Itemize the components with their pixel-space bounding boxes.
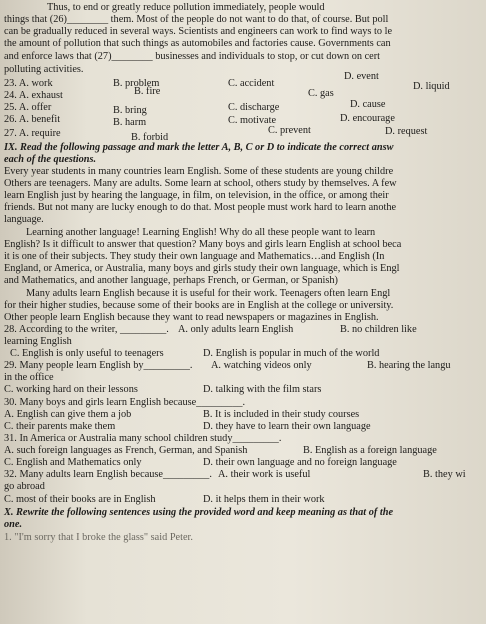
- question-32-c: C. most of their books are in English: [4, 494, 156, 505]
- option-27-c: C. prevent: [268, 125, 311, 136]
- option-24-b: B. fire: [134, 86, 161, 97]
- question-32-b: B. they wi: [423, 469, 466, 480]
- question-28-stem: 28. According to the writer, _________.: [4, 324, 169, 335]
- question-29-d: D. talking with the film stars: [203, 384, 322, 395]
- option-23-a: 23. A. work: [4, 78, 53, 89]
- paragraph-line: learn English just by hearing the language, in film, on television, in the office, or among their: [4, 190, 389, 201]
- option-24-c: C. gas: [308, 88, 334, 99]
- option-25-a: 25. A. offer: [4, 102, 52, 113]
- option-23-d: D. event: [344, 71, 379, 82]
- passage-line: polluting activities.: [4, 64, 84, 75]
- question-30-a: A. English can give them a job: [4, 409, 132, 420]
- option-24-a: 24. A. exhaust: [4, 90, 63, 101]
- paragraph-line: Many adults learn English because it is useful for their work. Teenagers often learn Engl: [26, 288, 391, 299]
- option-26-b: B. harm: [113, 117, 147, 128]
- question-31-d: D. their own language and no foreign language: [203, 457, 397, 468]
- option-26-d: D. request: [385, 126, 428, 137]
- question-31-b: B. English as a foreign language: [303, 445, 437, 456]
- question-32-d: D. it helps them in their work: [203, 494, 325, 505]
- passage-line: things that (26)________ them. Most of the people do not want to do that, of course. But poll: [4, 14, 389, 25]
- section-ix-heading: IX. Read the following passage and mark the letter A, B, C or D to indicate the correct answ: [4, 142, 394, 153]
- question-30-c: C. their parents make them: [4, 421, 116, 432]
- paragraph-line: Others are teenagers. Many are adults. Some learn at school, others study by themselves. A few: [4, 178, 397, 189]
- section-x-heading: X. Rewrite the following sentences using the provided word and keep meaning as that of the: [4, 507, 394, 518]
- option-26-a: 26. A. benefit: [4, 114, 61, 125]
- paragraph-line: for their higher studies, because some of their books are in English at the college or university.: [4, 300, 394, 311]
- question-28-c: C. English is only useful to teenagers: [10, 348, 164, 359]
- option-26-c: C. motivate: [228, 115, 277, 126]
- paragraph-line: England, or America, or Australia, many boys and girls study their own language, which is Engl: [4, 263, 400, 274]
- question-29-a: A. watching videos only: [211, 360, 312, 371]
- option-25-d: D. encourage: [340, 113, 395, 124]
- paragraph-line: Learning another language! Learning English! Why do all these people want to learn: [26, 227, 376, 238]
- passage-line: and enforce laws that (27)________ businesses and individuals to stop, or cut down on cert: [4, 51, 381, 62]
- question-30-b: B. It is included in their study courses: [203, 409, 360, 420]
- question-28-b: B. no children like: [340, 324, 417, 335]
- option-27-a: 27. A. require: [4, 128, 61, 139]
- section-ix-heading-cont: each of the questions.: [4, 154, 97, 165]
- option-23-c: C. accident: [228, 78, 275, 89]
- question-29-b: B. hearing the langu: [367, 360, 451, 371]
- question-31-a: A. such foreign languages as French, German, and Spanish: [4, 445, 248, 456]
- paragraph-line: language.: [4, 214, 44, 225]
- paragraph-line: Every year students in many countries learn English. Some of these students are young childre: [4, 166, 394, 177]
- passage-line: can be gradually reduced in several ways. Scientists and engineers can work to find ways to le: [4, 26, 393, 37]
- question-32-b-cont: go abroad: [4, 481, 45, 492]
- question-29-c: C. working hard on their lessons: [4, 384, 138, 395]
- question-28-b-cont: learning English: [4, 336, 72, 347]
- question-32-a: A. their work is useful: [218, 469, 311, 480]
- question-29-b-cont: in the office: [4, 372, 54, 383]
- question-29-stem: 29. Many people learn English by_________.: [4, 360, 193, 371]
- question-32-stem: 32. Many adults learn English because_________.: [4, 469, 212, 480]
- option-23-extra: D. liquid: [413, 81, 450, 92]
- passage-line: Thus, to end or greatly reduce pollution immediately, people would: [47, 2, 325, 13]
- question-30-d: D. they have to learn their own language: [203, 421, 371, 432]
- paragraph-line: it is one of their subjects. They study their own language and Mathematics…and English (In: [4, 251, 385, 262]
- option-27-b: B. forbid: [131, 132, 169, 143]
- question-28-a: A. only adults learn English: [178, 324, 294, 335]
- paragraph-line: English? Is it difficult to answer that question? Many boys and girls learn English at school beca: [4, 239, 402, 250]
- section-x-heading-cont: one.: [4, 519, 23, 530]
- rewrite-item-1: 1. "I'm sorry that I broke the glass" said Peter.: [4, 532, 193, 543]
- passage-line: the amount of pollution that such things as automobiles and factories cause. Governments can: [4, 38, 391, 49]
- question-31-c: C. English and Mathematics only: [4, 457, 142, 468]
- paragraph-line: friends. But not many are lucky enough to do that. Most people must work hard to learn anothe: [4, 202, 397, 213]
- paragraph-line: and Mathematics, and another language, perhaps French, or German, or Spanish): [4, 275, 338, 286]
- option-23-b: B. problem: [113, 78, 160, 89]
- question-28-d: D. English is popular in much of the world: [203, 348, 380, 359]
- question-30-stem: 30. Many boys and girls learn English because_________.: [4, 397, 246, 408]
- paragraph-line: Other people learn English because they want to read newspapers or magazines in English.: [4, 312, 379, 323]
- option-25-c: C. discharge: [228, 102, 280, 113]
- option-24-d: D. cause: [350, 99, 386, 110]
- option-25-b: B. bring: [113, 105, 147, 116]
- question-31-stem: 31. In America or Australia many school children study_________.: [4, 433, 282, 444]
